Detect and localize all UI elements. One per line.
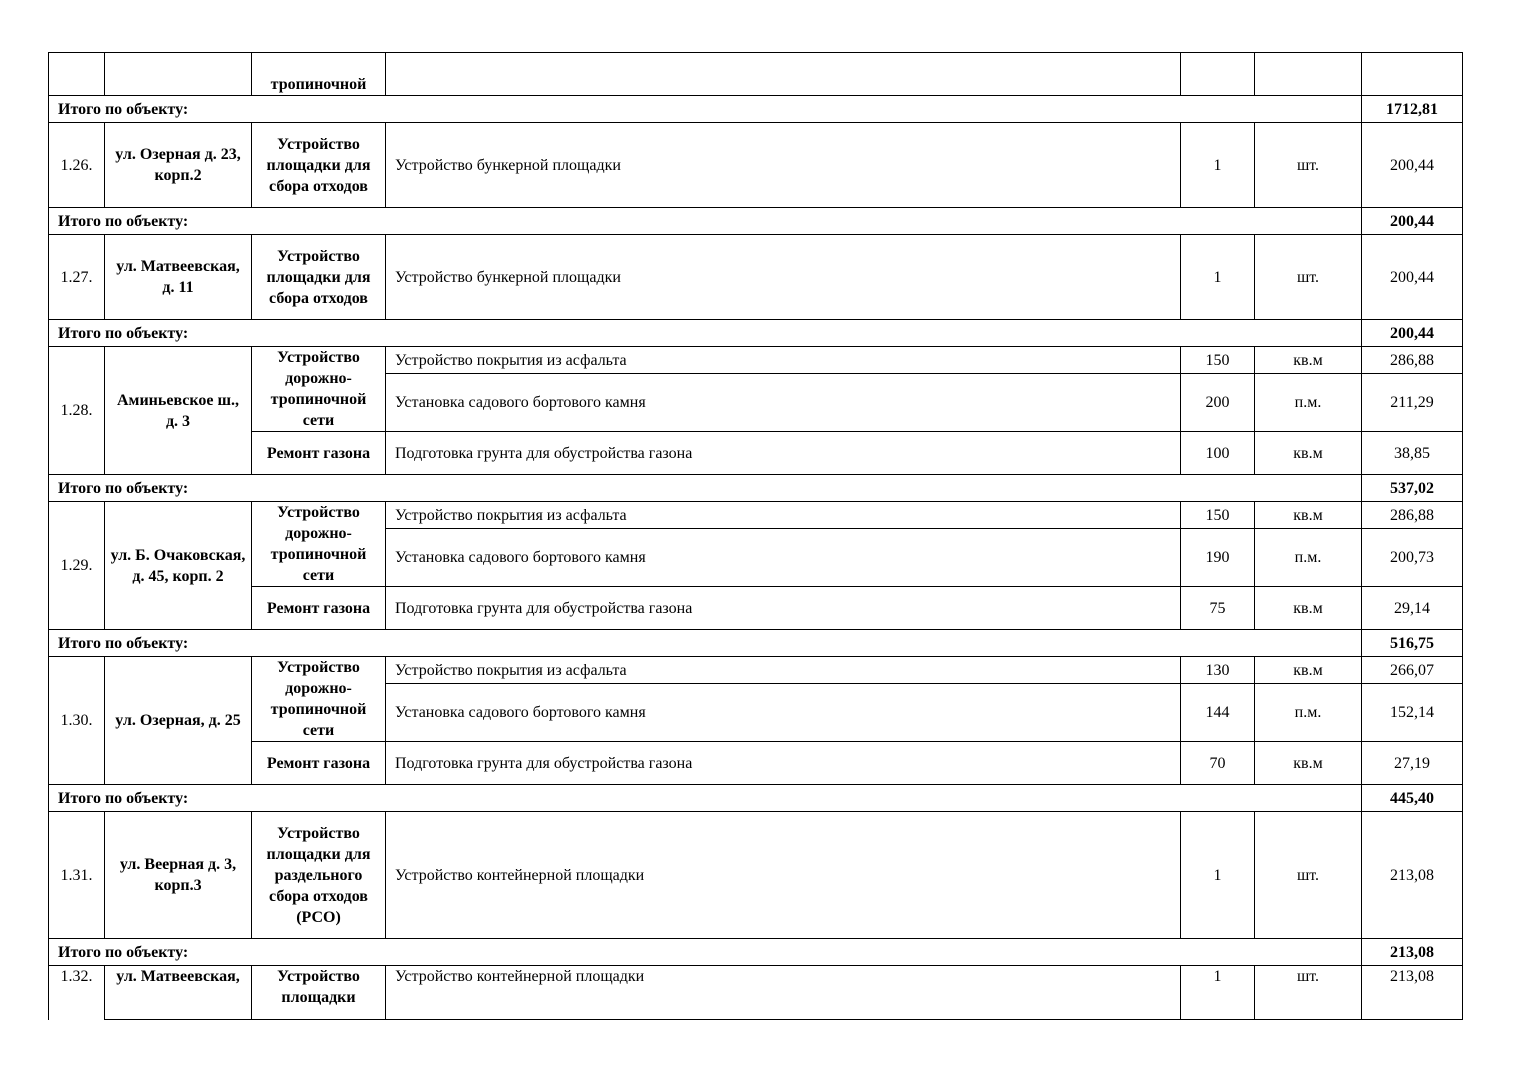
- unit-cell: кв.м: [1255, 587, 1362, 630]
- total-row: [49, 208, 1463, 235]
- unit-cell: п.м.: [1255, 374, 1362, 432]
- description-cell: Подготовка грунта для обустройства газона: [386, 742, 1181, 785]
- total-row: [49, 785, 1463, 812]
- unit-cell: шт.: [1255, 235, 1362, 320]
- description-cell: Устройство контейнерной площадки: [386, 966, 1181, 1020]
- table-row: [49, 657, 1463, 684]
- work-type-cell: Устройство площадки: [252, 966, 386, 1020]
- num-cell: 1.32.: [49, 966, 105, 1020]
- work-type-cell: Устройство дорожно-тропиночной сети: [252, 657, 386, 742]
- quantity-cell: 150: [1181, 347, 1255, 374]
- total-row: [49, 630, 1463, 657]
- quantity-cell: 75: [1181, 587, 1255, 630]
- total-sum: 445,40: [1362, 785, 1463, 812]
- total-sum: 213,08: [1362, 939, 1463, 966]
- address-cell: Аминьевское ш., д. 3: [105, 347, 252, 475]
- total-sum: 200,44: [1362, 208, 1463, 235]
- table-row: [49, 432, 1463, 475]
- num-cell: 1.28.: [49, 347, 105, 475]
- description-cell: Подготовка грунта для обустройства газона: [386, 432, 1181, 475]
- work-type-cell: Ремонт газона: [252, 432, 386, 475]
- total-label: Итого по объекту:: [49, 475, 1362, 502]
- sum-cell: 213,08: [1362, 966, 1463, 1020]
- address-cell: ул. Озерная д. 23, корп.2: [105, 123, 252, 208]
- unit-cell: кв.м: [1255, 347, 1362, 374]
- description-cell: Установка садового бортового камня: [386, 684, 1181, 742]
- total-label: Итого по объекту:: [49, 320, 1362, 347]
- total-sum: 516,75: [1362, 630, 1463, 657]
- total-sum: 1712,81: [1362, 96, 1463, 123]
- unit-cell: кв.м: [1255, 432, 1362, 475]
- unit-cell: кв.м: [1255, 742, 1362, 785]
- quantity-cell: 150: [1181, 502, 1255, 529]
- work-type-cell: Устройство площадки для сбора отходов: [252, 123, 386, 208]
- quantity-cell: 1: [1181, 123, 1255, 208]
- description-cell: Устройство контейнерной площадки: [386, 812, 1181, 939]
- quantity-cell: 190: [1181, 529, 1255, 587]
- description-cell: Устройство бункерной площадки: [386, 235, 1181, 320]
- unit-cell: кв.м: [1255, 502, 1362, 529]
- address-cell: [105, 53, 252, 96]
- work-type-cell: Ремонт газона: [252, 587, 386, 630]
- table-row: [49, 123, 1463, 208]
- total-row: [49, 320, 1463, 347]
- total-label: Итого по объекту:: [49, 939, 1362, 966]
- description-cell: Устройство покрытия из асфальта: [386, 347, 1181, 374]
- sum-cell: 38,85: [1362, 432, 1463, 475]
- description-cell: [386, 53, 1181, 96]
- work-type-cell: тропиночной: [252, 53, 386, 96]
- sum-cell: 29,14: [1362, 587, 1463, 630]
- unit-cell: п.м.: [1255, 529, 1362, 587]
- work-type-cell: Ремонт газона: [252, 742, 386, 785]
- quantity-cell: 200: [1181, 374, 1255, 432]
- total-row: [49, 96, 1463, 123]
- unit-cell: кв.м: [1255, 657, 1362, 684]
- sum-cell: 200,73: [1362, 529, 1463, 587]
- num-cell: 1.31.: [49, 812, 105, 939]
- quantity-cell: 1: [1181, 812, 1255, 939]
- total-label: Итого по объекту:: [49, 630, 1362, 657]
- sum-cell: 200,44: [1362, 235, 1463, 320]
- quantity-cell: [1181, 53, 1255, 96]
- sum-cell: 27,19: [1362, 742, 1463, 785]
- address-cell: ул. Веерная д. 3, корп.3: [105, 812, 252, 939]
- quantity-cell: 1: [1181, 966, 1255, 1020]
- total-label: Итого по объекту:: [49, 96, 1362, 123]
- total-label: Итого по объекту:: [49, 208, 1362, 235]
- total-label: Итого по объекту:: [49, 785, 1362, 812]
- sum-cell: 266,07: [1362, 657, 1463, 684]
- address-cell: ул. Б. Очаковская, д. 45, корп. 2: [105, 502, 252, 630]
- table-row: [49, 742, 1463, 785]
- num-cell: 1.29.: [49, 502, 105, 630]
- unit-cell: п.м.: [1255, 684, 1362, 742]
- unit-cell: [1255, 53, 1362, 96]
- table-row: [49, 812, 1463, 939]
- num-cell: 1.27.: [49, 235, 105, 320]
- description-cell: Устройство покрытия из асфальта: [386, 502, 1181, 529]
- work-type-cell: Устройство площадки для раздельного сбора отходов (РСО): [252, 812, 386, 939]
- work-type-cell: Устройство дорожно-тропиночной сети: [252, 347, 386, 432]
- total-sum: 537,02: [1362, 475, 1463, 502]
- quantity-cell: 1: [1181, 235, 1255, 320]
- num-cell: 1.26.: [49, 123, 105, 208]
- quantity-cell: 130: [1181, 657, 1255, 684]
- table-row: [49, 966, 1463, 1020]
- sum-cell: 211,29: [1362, 374, 1463, 432]
- sum-cell: 152,14: [1362, 684, 1463, 742]
- unit-cell: шт.: [1255, 123, 1362, 208]
- description-cell: Устройство бункерной площадки: [386, 123, 1181, 208]
- address-cell: ул. Матвеевская, д. 11: [105, 235, 252, 320]
- sum-cell: 213,08: [1362, 812, 1463, 939]
- total-row: [49, 475, 1463, 502]
- description-cell: Устройство покрытия из асфальта: [386, 657, 1181, 684]
- work-type-cell: Устройство площадки для сбора отходов: [252, 235, 386, 320]
- quantity-cell: 100: [1181, 432, 1255, 475]
- sum-cell: 200,44: [1362, 123, 1463, 208]
- unit-cell: шт.: [1255, 812, 1362, 939]
- table-row: [49, 53, 1463, 96]
- sum-cell: [1362, 53, 1463, 96]
- work-type-cell: Устройство дорожно-тропиночной сети: [252, 502, 386, 587]
- address-cell: ул. Матвеевская,: [105, 966, 252, 1020]
- num-cell: [49, 53, 105, 96]
- num-cell: 1.30.: [49, 657, 105, 785]
- description-cell: Подготовка грунта для обустройства газона: [386, 587, 1181, 630]
- total-sum: 200,44: [1362, 320, 1463, 347]
- table-row: [49, 502, 1463, 529]
- quantity-cell: 70: [1181, 742, 1255, 785]
- table-row: [49, 347, 1463, 374]
- sum-cell: 286,88: [1362, 502, 1463, 529]
- quantity-cell: 144: [1181, 684, 1255, 742]
- description-cell: Установка садового бортового камня: [386, 374, 1181, 432]
- address-cell: ул. Озерная, д. 25: [105, 657, 252, 785]
- total-row: [49, 939, 1463, 966]
- unit-cell: шт.: [1255, 966, 1362, 1020]
- table-row: [49, 587, 1463, 630]
- sum-cell: 286,88: [1362, 347, 1463, 374]
- works-table: [48, 52, 1463, 1020]
- description-cell: Установка садового бортового камня: [386, 529, 1181, 587]
- table-row: [49, 235, 1463, 320]
